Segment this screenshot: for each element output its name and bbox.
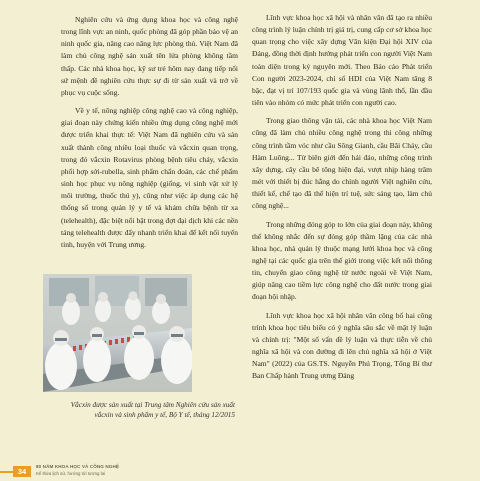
footer-accent-strip [0,471,13,473]
photo-illustration [43,274,192,392]
paragraph: Lĩnh vực khoa học xã hội nhân văn công bố hai công trình khoa học tiêu biểu có ý nghĩa sâu sắc về mặt lý luận và chính trị: "Một số vấn đề lý luận và thực tiễn về chủ nghĩa xã hội và con đường đi lên chủ nghĩa xã hội ở Việt Nam" (2022) của GS.TS. Nguyễn Phú Trọng, Tổng Bí thư Ban Chấp hành Trung ương Đảng [252,310,432,381]
right-column [252,12,432,383]
paragraph: Về y tế, nông nghiệp công nghệ cao và công nghiệp, giai đoạn này chứng kiến nhiều ứng dụng công nghệ mới được triển khai thực tế: Việt Nam đã nghiên cứu và sản xuất thành công nhiều loại thuốc và vắcxin quan trọng, trong đó vắcxin Rotavirus phòng bệnh tiêu chảy, vắcxin phối hợp sởi-rubella, sinh phẩm chẩn đoán, các chế phẩm sinh học phục vụ nông nghiệp (giống, vi sinh vật xử lý môi trường, thuốc thú y), cũng như việc áp dụng các hệ thống số trong quản lý y tế và khám chữa bệnh từ xa (telehealth), đặc biệt nổi bật trong đợt đại dịch khi các nền tảng telehealth được đẩy nhanh triển khai để kết nối tuyến tỉnh, huyện với Trung ương. [61,106,238,249]
paragraph: Trong giao thông vận tải, các nhà khoa học Việt Nam cũng đã làm chủ nhiều công nghệ trong thi công những công trình tầm vóc như cầu Sông Gianh, cầu Bãi Cháy, cầu Hàm Luông... Từ biên giới đến hải đảo, những công trình xây dựng, cây cầu bê tông hiện đại, vượt nhịp hàng trăm mét với thiết bị đúc hẫng do chính người Việt nghiên cứu, thiết kế, chế tạo đã thể hiện trí tuệ, sức sáng tạo, làm chủ công nghệ... [252,116,432,211]
lab-workers-photo [43,274,192,392]
footer-subtitle: Kế thừa lịch sử, hướng tới tương lai [36,471,105,476]
paragraph: Lĩnh vực khoa học xã hội và nhân văn đã tạo ra nhiều công trình lý luận chính trị giá trị, cung cấp cơ sở khoa học quan trọng cho việc xây dựng Văn kiện Đại hội XIV của Đảng, đồng thời định hướng phát triển con người Việt Nam toàn diện trong kỷ nguyên mới. Theo Báo cáo Phát triển Con người 2023-2024, chỉ số HDI của Việt Nam tăng 8 bậc, đạt vị trí 107/193 quốc gia và vùng lãnh thổ, lần đầu tiên vào nhóm có mức phát triển con người cao. [252,13,432,108]
paragraph: Trong những đóng góp to lớn của giai đoạn này, không thể không nhắc đến sự đóng góp thầm lặng của các nhà khoa học, nhà quản lý thuộc mạng lưới khoa học và công nghệ tại các quốc gia trên thế giới trong việc kết nối thông tin, chuyển giao công nghệ từ nước ngoài về Việt Nam, giúp nâng cao tiềm lực công nghệ cho đất nước trong giai đoạn hội nhập. [252,219,432,302]
footer-title: 80 NĂM KHOA HỌC VÀ CÔNG NGHỆ [36,464,120,469]
photo-caption: Vắcxin được sản xuất tại Trung tâm Nghiên cứu sản xuất vắcxin và sinh phẩm y tế, Bộ Y tế, tháng 12/2015 [70,401,235,420]
page-number: 34 [13,466,31,477]
paragraph: Nghiên cứu và ứng dụng khoa học và công nghệ trong lĩnh vực an ninh, quốc phòng đã góp phần bảo vệ an ninh quốc gia, nâng cao năng lực phòng thủ. Việt Nam đã làm chủ công nghệ sản xuất tên lửa phòng không tầm thấp. Các nhà khoa học, kỹ sư trẻ hôm nay đang tiếp nối sứ mệnh đề nghiên cứu thực sự đi từ sản xuất và trở về phục vụ cuộc sống. [61,15,238,97]
left-column [61,14,238,251]
